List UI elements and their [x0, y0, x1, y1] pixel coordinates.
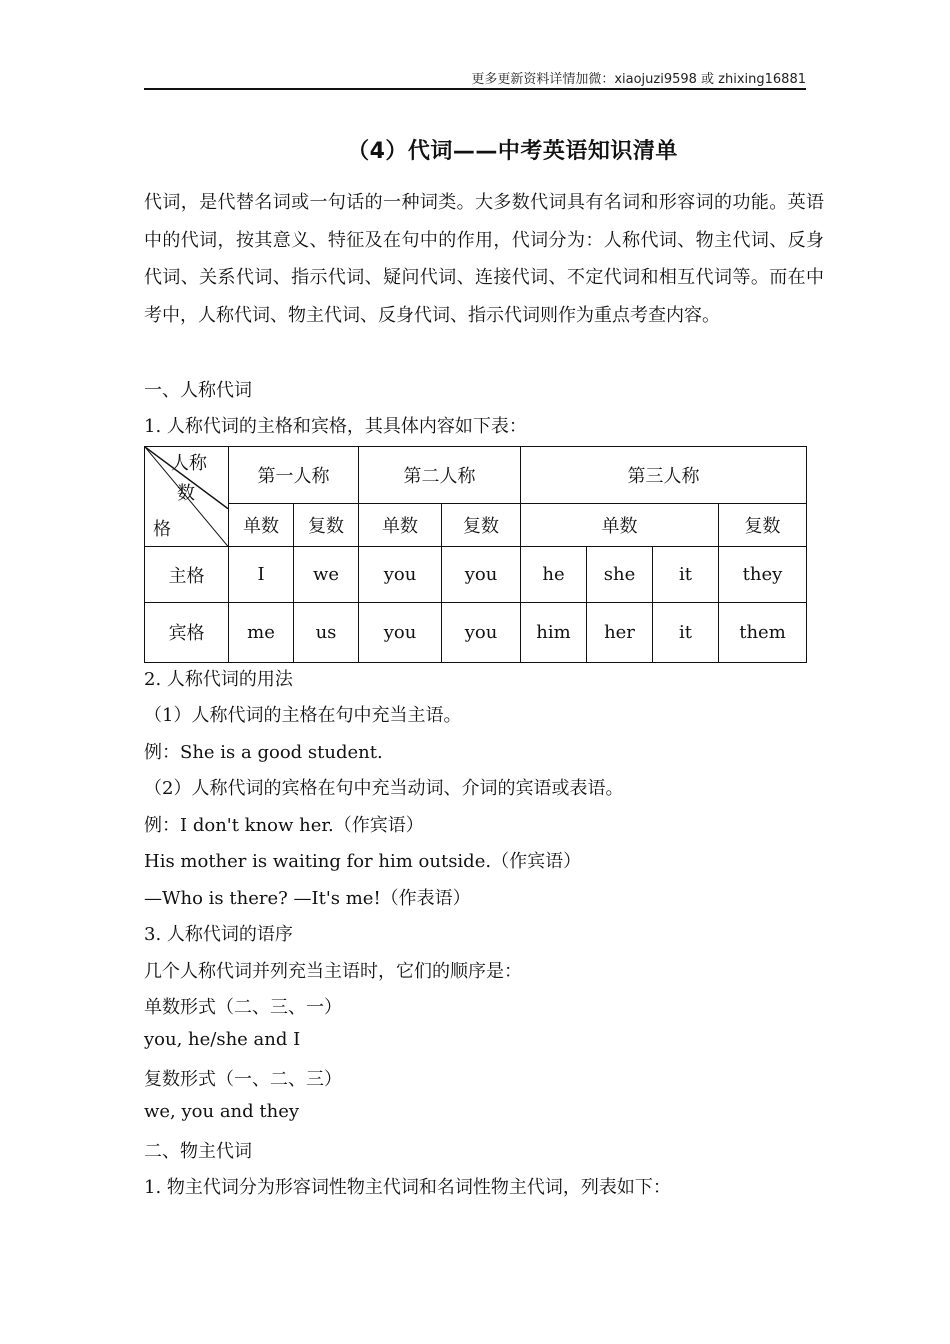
subheading-possessive-list: 1. 物主代词分为形容词性物主代词和名词性物主代词，列表如下： — [144, 1177, 671, 1198]
table-cell: you — [359, 547, 442, 602]
table-row-nominative — [145, 547, 807, 602]
table-cell: her — [587, 602, 653, 662]
order-plural-example: we, you and they — [144, 1101, 300, 1122]
header-singular: 单数 — [359, 504, 442, 547]
table-cell: I — [229, 547, 294, 602]
order-singular-example: you, he/she and I — [144, 1029, 301, 1050]
table-cell: it — [653, 602, 719, 662]
row-label: 宾格 — [145, 602, 229, 662]
corner-label-person: 人称 — [171, 453, 207, 474]
page-title: （4）代词——中考英语知识清单 — [347, 139, 678, 164]
table-cell: us — [294, 602, 359, 662]
personal-pronoun-table — [144, 446, 807, 663]
table-cell: we — [294, 547, 359, 602]
order-plural-label: 复数形式（一、二、三） — [144, 1069, 342, 1090]
header-third-person: 第三人称 — [521, 447, 807, 504]
order-intro: 几个人称代词并列充当主语时，它们的顺序是： — [144, 961, 522, 982]
header-plural: 复数 — [294, 504, 359, 547]
table-cell: me — [229, 602, 294, 662]
section-heading-personal: 一、人称代词 — [144, 380, 252, 401]
table-cell: you — [442, 602, 521, 662]
example-1: 例：She is a good student. — [144, 742, 383, 763]
header-first-person: 第一人称 — [229, 447, 359, 504]
subheading-order: 3. 人称代词的语序 — [144, 924, 293, 945]
table-cell: they — [719, 547, 807, 602]
table-cell: he — [521, 547, 587, 602]
header-plural: 复数 — [719, 504, 807, 547]
table-cell: them — [719, 602, 807, 662]
order-singular-label: 单数形式（二、三、一） — [144, 997, 342, 1018]
table-row-objective — [145, 602, 807, 662]
section-heading-possessive: 二、物主代词 — [144, 1141, 252, 1162]
header-singular: 单数 — [229, 504, 294, 547]
table-cell: she — [587, 547, 653, 602]
page-header — [144, 66, 806, 90]
usage-rule-1: （1）人称代词的主格在句中充当主语。 — [144, 705, 462, 726]
table-cell: you — [442, 547, 521, 602]
table-cell: him — [521, 602, 587, 662]
header-singular: 单数 — [521, 504, 719, 547]
corner-label-number: 数 — [177, 483, 195, 504]
table-cell: you — [359, 602, 442, 662]
example-2: 例：I don't know her.（作宾语） — [144, 815, 424, 836]
intro-paragraph: 代词，是代替名词或一句话的一种词类。大多数代词具有名词和形容词的功能。英语中的代词，按其意义、特征及在句中的作用，代词分为：人称代词、物主代词、反身代词、关系代词、指示代词、疑问代词、连接代词、不定代词和相互代词等。而在中考中，人称代词、物主代词、反身代词、指示代词则作为重点考查内容。 — [144, 192, 824, 326]
table-corner-cell — [145, 447, 229, 547]
subheading-usage: 2. 人称代词的用法 — [144, 669, 293, 690]
header-text: 更多更新资料详情加微：xiaojuzi9598 或 zhixing16881 — [471, 72, 806, 87]
example-3: His mother is waiting for him outside.（作宾语） — [144, 851, 582, 872]
usage-rule-2: （2）人称代词的宾格在句中充当动词、介词的宾语或表语。 — [144, 778, 624, 799]
header-plural: 复数 — [442, 504, 521, 547]
table-cell: it — [653, 547, 719, 602]
corner-label-case: 格 — [153, 519, 171, 540]
row-label: 主格 — [145, 547, 229, 602]
example-4: —Who is there? —It's me!（作表语） — [144, 888, 471, 909]
header-second-person: 第二人称 — [359, 447, 521, 504]
subheading-case-table: 1. 人称代词的主格和宾格，其具体内容如下表： — [144, 416, 527, 437]
